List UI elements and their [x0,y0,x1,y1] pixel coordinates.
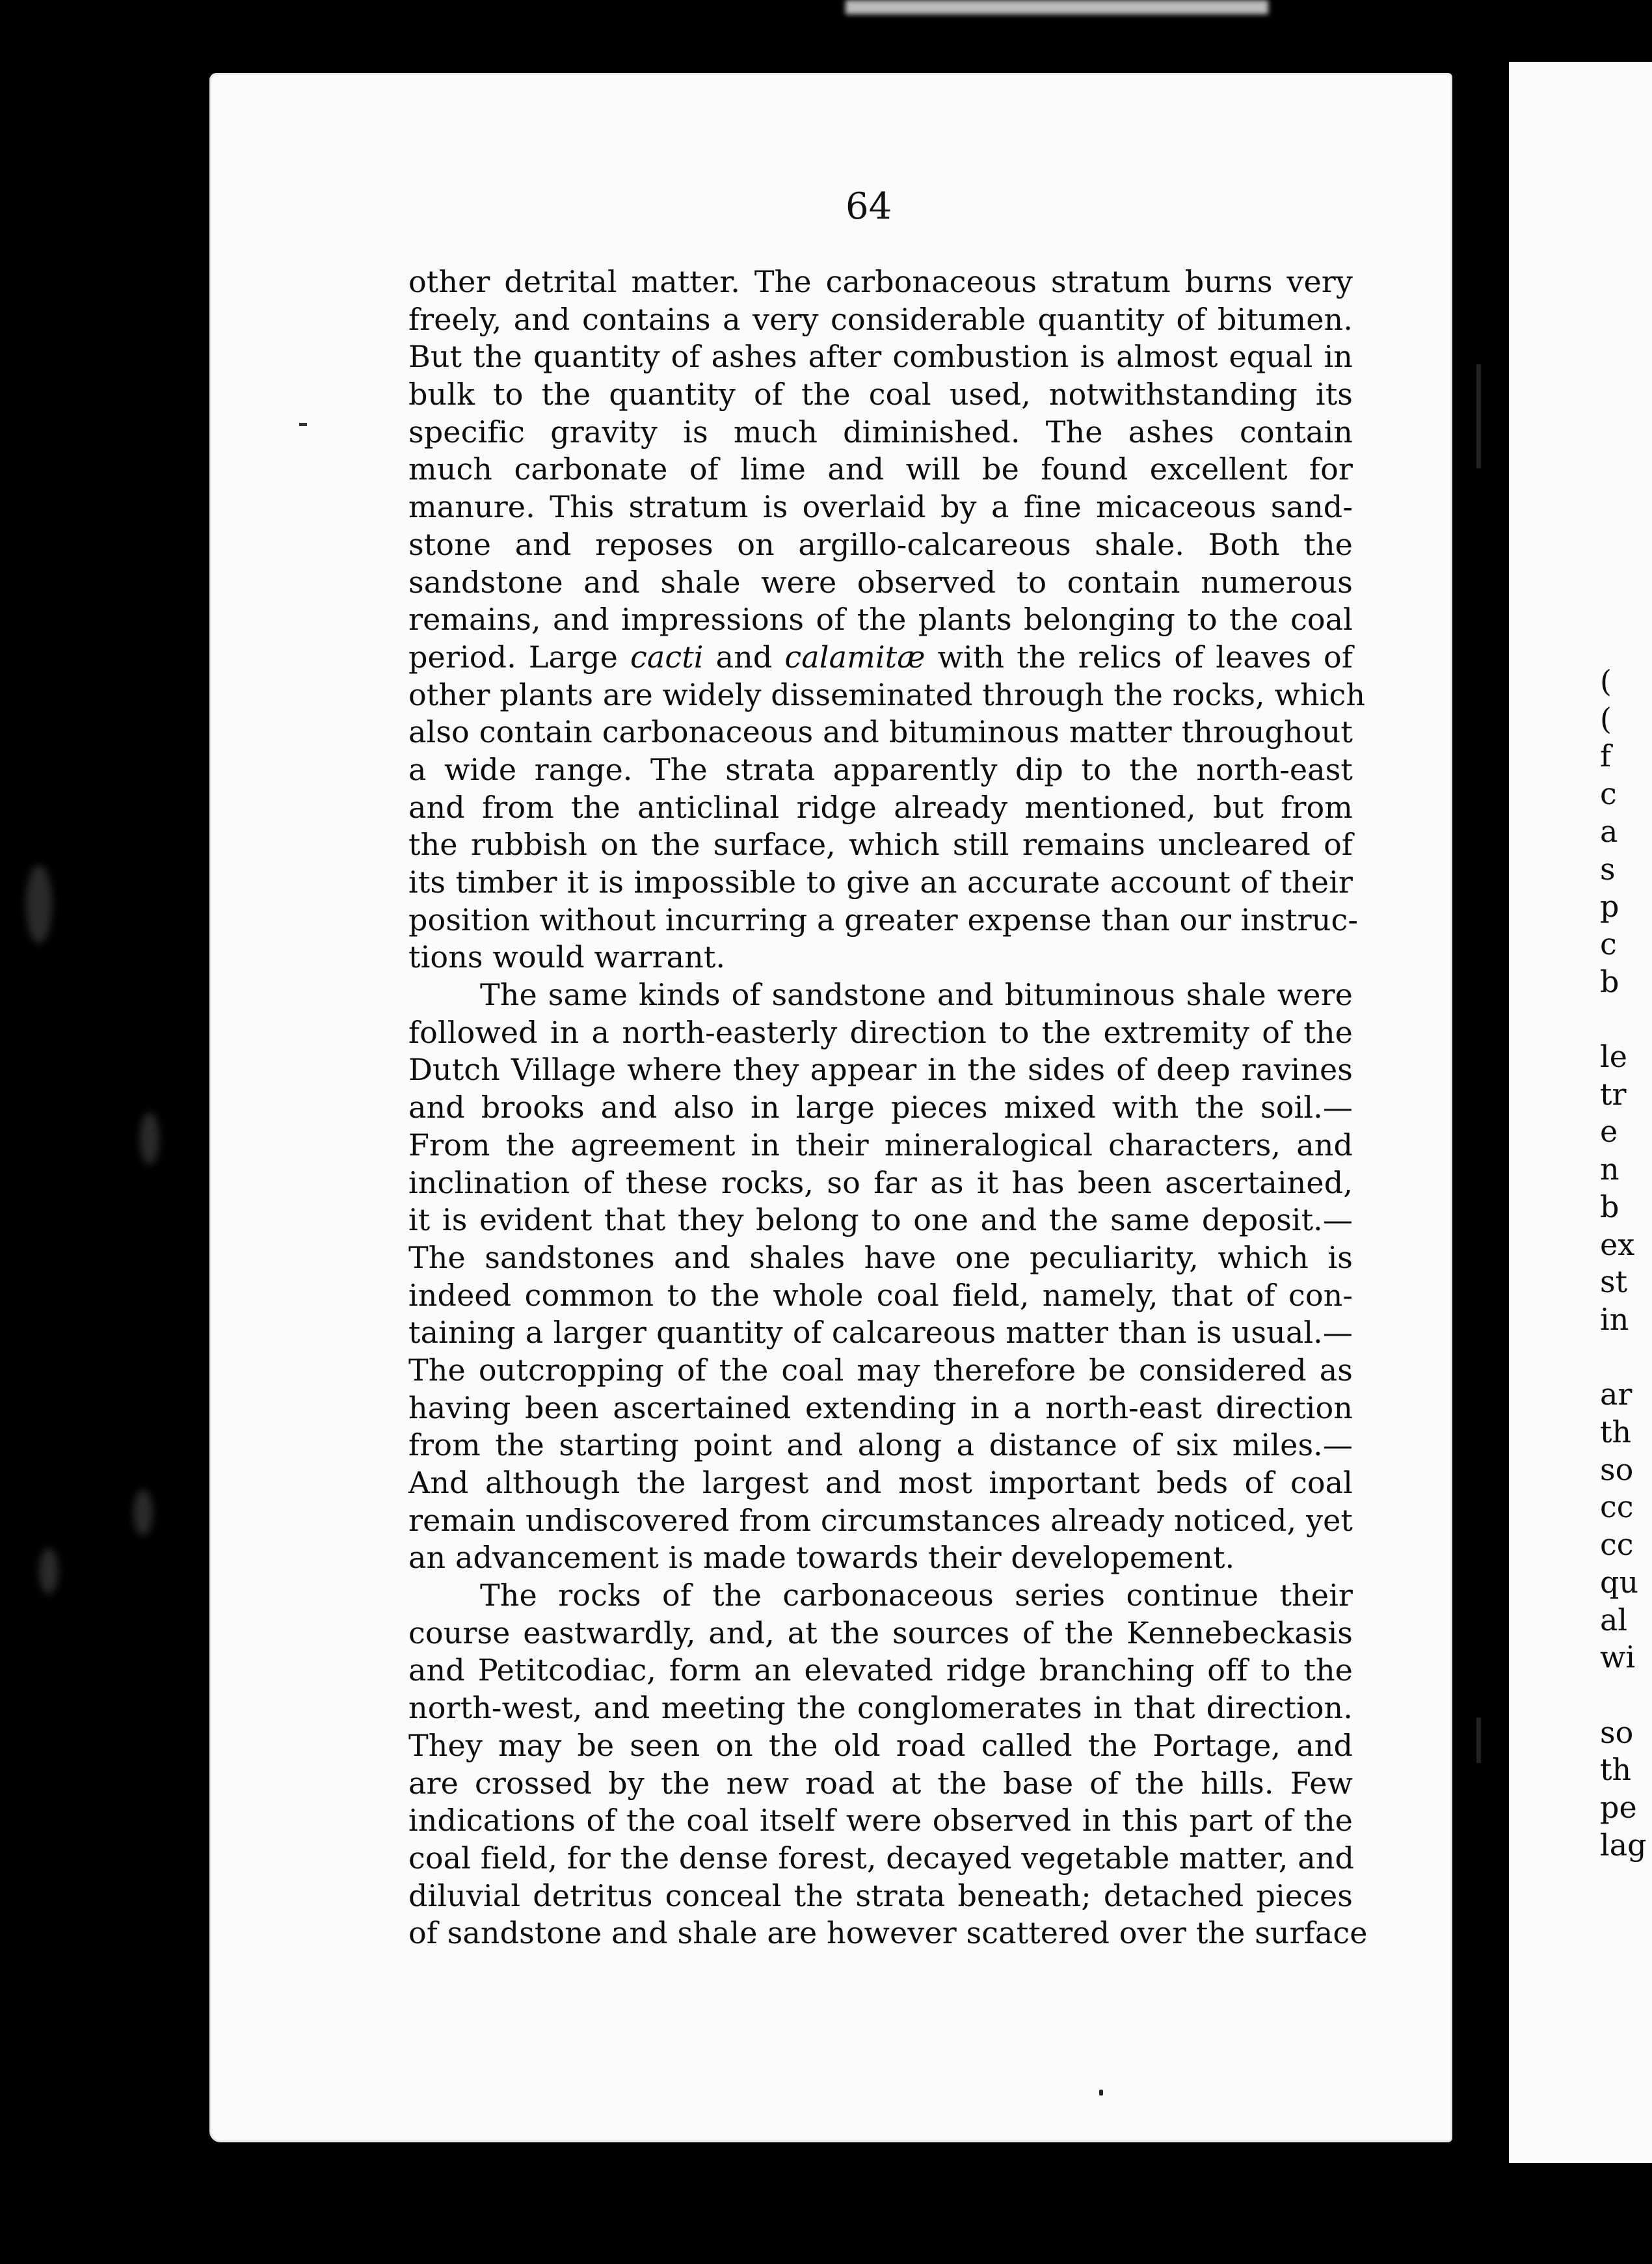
text-line: sandstone and shale were observed to contain numerous [408,564,1353,600]
text-line: from the starting point and along a distance of six miles.— [408,1427,1353,1463]
stray-dot [1099,2090,1103,2096]
text-line: indeed common to the whole coal field, namely, that of con- [408,1277,1353,1313]
adjacent-text-fragment: so [1600,1451,1634,1487]
text-line: period. Large cacti and calamitæ with the relics of leaves of [408,639,1353,675]
text-line: are crossed by the new road at the base of the hills. Few [408,1765,1353,1801]
adjacent-text-fragment: wi [1600,1639,1636,1675]
top-edge-blur [846,0,1268,14]
text-line: specific gravity is much diminished. The ashes contain [408,414,1353,450]
margin-blotch [39,1548,59,1594]
text-line: the rubbish on the surface, which still remains uncleared of [408,827,1353,863]
adjacent-text-fragment: al [1600,1602,1628,1637]
adjacent-text-fragment: p [1600,889,1619,924]
adjacent-text-fragment: b [1600,964,1619,999]
adjacent-text-fragment: th [1600,1414,1632,1449]
text-line: and from the anticlinal ridge already mentioned, but from [408,789,1353,825]
adjacent-text-fragment: f [1600,738,1612,774]
adjacent-text-fragment: s [1600,851,1616,887]
text-line: But the quantity of ashes after combustion is almost equal in [408,339,1353,375]
adjacent-text-fragment: le [1600,1039,1627,1074]
text-line: The sandstones and shales have one peculiarity, which is [408,1239,1353,1275]
text-line: inclination of these rocks, so far as it has been ascertained, [408,1165,1353,1200]
text-line: of sandstone and shale are however scattered over the surface [408,1915,1368,1951]
stray-mark [299,423,307,426]
adjacent-text-fragment: ar [1600,1377,1632,1412]
text-line: And although the largest and most important beds of coal [408,1465,1353,1500]
adjacent-text-fragment: tr [1600,1076,1627,1112]
text-line: having been ascertained extending in a north-east direction [408,1390,1353,1425]
page-edge-mark [1476,1718,1481,1763]
adjacent-text-fragment: in [1600,1301,1629,1337]
text-line: The outcropping of the coal may therefore be considered as [408,1352,1353,1388]
text-line: north-west, and meeting the conglomerates in that direction. [408,1690,1353,1726]
text-line: other detrital matter. The carbonaceous stratum burns very [408,264,1353,299]
text-line: bulk to the quantity of the coal used, notwithstanding its [408,377,1353,412]
adjacent-text-fragment: c [1600,926,1617,962]
page-edge-mark [1476,364,1481,468]
text-line: remain undiscovered from circumstances already noticed, yet [408,1502,1353,1538]
text-line: remains, and impressions of the plants belonging to the coal [408,602,1353,638]
text-line: They may be seen on the old road called the Portage, and [408,1727,1353,1763]
adjacent-text-fragment: cc [1600,1527,1634,1563]
text-line: indications of the coal itself were observed in this part of the [408,1803,1353,1839]
adjacent-text-fragment: ( [1600,664,1612,699]
adjacent-text-fragment: cc [1600,1489,1634,1525]
text-line: much carbonate of lime and will be found excellent for [408,451,1353,487]
margin-blotch [140,1112,159,1165]
adjacent-text-fragment: th [1600,1752,1632,1788]
text-line: coal field, for the dense forest, decayed vegetable matter, and [408,1840,1355,1876]
text-line: course eastwardly, and, at the sources of the Kennebeckasis [408,1615,1353,1651]
margin-blotch [26,865,52,943]
text-line: tions would warrant. [408,939,726,975]
text-line: stone and reposes on argillo-calcareous shale. Both the [408,526,1353,562]
text-line: followed in a north-easterly direction to the extremity of the [408,1014,1353,1050]
text-line: a wide range. The strata apparently dip to the north-east [408,751,1353,787]
text-line: an advancement is made towards their developement. [408,1540,1235,1576]
adjacent-text-fragment: so [1600,1714,1634,1750]
text-line: The rocks of the carbonaceous series continue their [480,1578,1353,1613]
text-line: freely, and contains a very considerable quantity of bitumen. [408,301,1353,337]
text-line: its timber it is impossible to give an accurate account of their [408,865,1353,900]
adjacent-text-fragment: a [1600,813,1618,849]
adjacent-text-fragment: e [1600,1114,1618,1150]
adjacent-text-fragment: pe [1600,1790,1637,1825]
adjacent-text-fragment: n [1600,1152,1619,1187]
adjacent-text-fragment: st [1600,1264,1628,1300]
text-line: From the agreement in their mineralogical characters, and [408,1127,1353,1163]
text-line: position without incurring a greater expense than our instruc- [408,902,1358,937]
text-line: manure. This stratum is overlaid by a fine micaceous sand- [408,489,1353,525]
text-line: it is evident that they belong to one and the same deposit.— [408,1202,1353,1238]
adjacent-text-fragment: lag [1600,1827,1647,1863]
body-text [408,263,1368,1952]
adjacent-text-fragment: ex [1600,1226,1635,1262]
page-number: 64 [846,185,892,228]
text-line: other plants are widely disseminated through the rocks, which [408,677,1366,712]
text-line: and brooks and also in large pieces mixed with the soil.— [408,1090,1353,1125]
italic-term: calamitæ [784,639,926,675]
adjacent-text-fragment: ( [1600,701,1612,736]
margin-blotch [133,1490,153,1535]
text-line: Dutch Village where they appear in the sides of deep ravines [408,1052,1353,1088]
adjacent-text-fragment: qu [1600,1564,1639,1600]
text-line: diluvial detritus conceal the strata beneath; detached pieces [408,1878,1353,1913]
adjacent-text-fragment: b [1600,1189,1619,1224]
text-line: The same kinds of sandstone and bituminous shale were [480,977,1353,1013]
italic-term: cacti [630,639,704,675]
text-line: and Petitcodiac, form an elevated ridge branching off to the [408,1652,1353,1688]
adjacent-text-fragment: c [1600,776,1617,812]
text-line: taining a larger quantity of calcareous matter than is usual.— [408,1315,1353,1351]
text-line: also contain carbonaceous and bituminous matter throughout [408,714,1353,750]
